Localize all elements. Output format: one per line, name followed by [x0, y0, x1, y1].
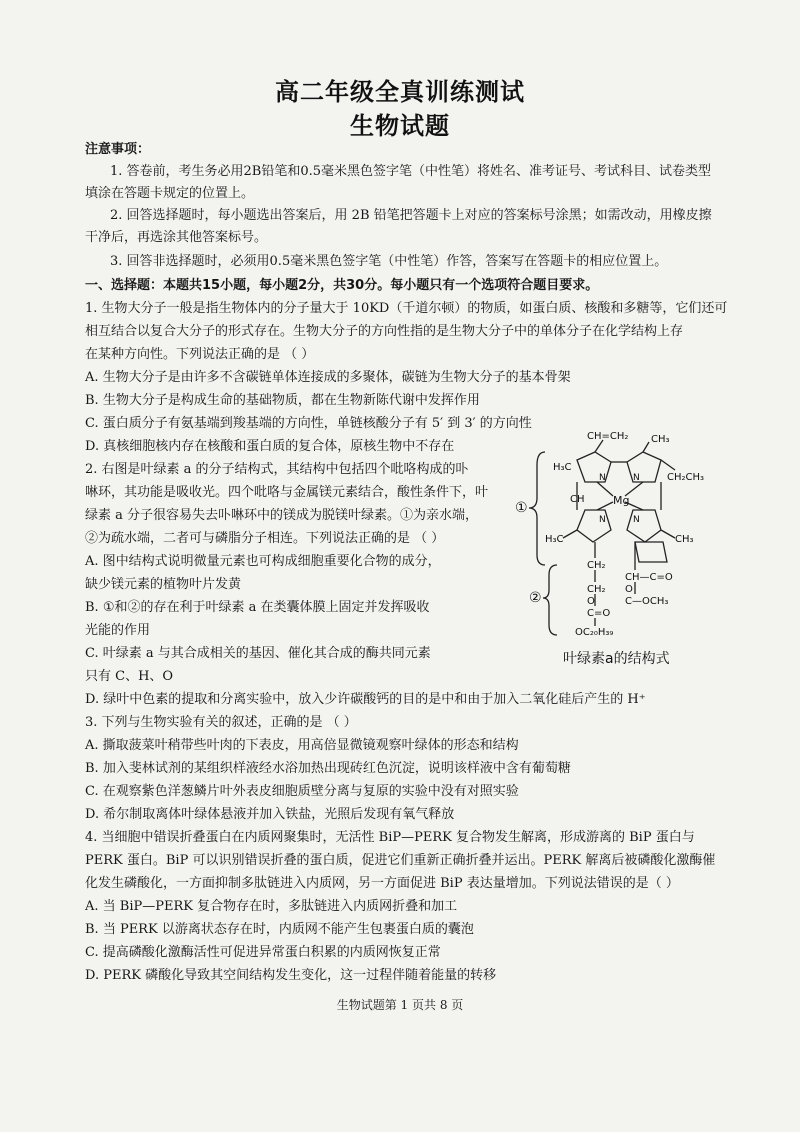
formula-label: OC₂₀H₃₉: [575, 627, 614, 638]
formula-label: O: [587, 596, 595, 607]
notice-line: 1. 答卷前，考生务必用2B铅笔和0.5毫米黑色签字笔（中性笔）将姓名、准考证号、考试科目、试卷类型: [110, 164, 712, 179]
question-3-option-d: D. 希尔制取离体叶绿体悬液并加入铁盐，光照后发现有氧气释放: [85, 807, 455, 822]
formula-label: C=O: [587, 608, 611, 619]
question-3-stem: 3. 下列与生物实验有关的叙述，正确的是 （ ）: [85, 715, 357, 730]
formula-label: CH₃: [651, 434, 670, 445]
question-3-option-c: C. 在观察紫色洋葱鳞片叶外表皮细胞质壁分离与复原的实验中没有对照实验: [85, 784, 519, 799]
formula-label: C—OCH₃: [625, 596, 669, 607]
exam-subtitle: 生物试题: [350, 112, 450, 140]
question-4-option-c: C. 提高磷酸化激酶活性可促进异常蛋白积累的内质网恢复正常: [85, 945, 441, 960]
formula-label: CH₂CH₃: [667, 472, 705, 483]
formula-label: O: [625, 584, 633, 595]
question-1-stem: 相互结合以复合大分子的形式存在。生物大分子的方向性指的是生物大分子中的单体分子在化学结构上存: [85, 324, 684, 339]
formula-label: CH₂: [587, 560, 606, 571]
formula-label: N: [633, 515, 640, 525]
question-4-stem: PERK 蛋白。BiP 可以识别错误折叠的蛋白质，促进它们重新正确折叠并运出。PERK 解离后被磷酸化激酶催: [85, 853, 716, 868]
question-1-option-c: C. 蛋白质分子有氨基端到羧基端的方向性，单链核酸分子有 5′ 到 3′ 的方向性: [85, 416, 532, 431]
question-2-stem: ②为疏水端，二者可与磷脂分子相连。下列说法正确的是 （ ）: [85, 531, 445, 546]
section-heading: 一、选择题：本题共15小题，每小题2分，共30分。每小题只有一个选项符合题目要求。: [85, 278, 599, 293]
notice-line: 3. 回答非选择题时，必须用0.5毫米黑色签字笔（中性笔）作答，答案写在答题卡的相应位置上。: [110, 254, 668, 269]
formula-label: CH₂: [587, 584, 606, 595]
question-2-option-c-cont: 只有 C、H、O: [85, 669, 174, 684]
question-1-stem: 在某种方向性。下列说法正确的是 （ ）: [85, 347, 315, 362]
formula-label: H₃C: [553, 462, 572, 473]
formula-label: N: [599, 515, 606, 525]
formula-label: N: [599, 473, 606, 483]
formula-label: CH₃: [675, 534, 694, 545]
notice-heading: 注意事项：: [85, 142, 151, 157]
chlorophyll-structure-figure: [515, 430, 705, 670]
formula-label: CH: [570, 494, 585, 505]
question-4-option-b: B. 当 PERK 以游离状态存在时，内质网不能产生包裹蛋白质的囊泡: [85, 922, 474, 937]
formula-label: N: [633, 473, 640, 483]
notice-line: 2. 回答选择题时，每小题选出答案后，用 2B 铅笔把答题卡上对应的答案标号涂黑；如需改动，用橡皮擦: [110, 208, 712, 223]
formula-label: CH—C=O: [625, 572, 673, 583]
question-2-option-d: D. 绿叶中色素的提取和分离实验中，放入少许碳酸钙的目的是中和由于加入二氧化硅后产生的 H⁺: [85, 692, 646, 707]
question-2-stem: 2. 右图是叶绿素 a 的分子结构式，其结构中包括四个吡咯构成的卟: [85, 462, 469, 477]
notice-line: 填涂在答题卡规定的位置上。: [85, 186, 255, 201]
question-1-option-b: B. 生物大分子是构成生命的基础物质，都在生物新陈代谢中发挥作用: [85, 393, 480, 408]
formula-label: CH=CH₂: [587, 431, 629, 442]
question-4-option-d: D. PERK 磷酸化导致其空间结构发生变化，这一过程伴随着能量的转移: [85, 968, 497, 983]
chlorophyll-structure-diagram: [515, 430, 705, 645]
question-1-stem: 1. 生物大分子一般是指生物体内的分子量大于 10KD（千道尔顿）的物质，如蛋白质、核酸和多糖等，它们还可: [85, 301, 728, 316]
question-2-stem: 啉环，其功能是吸收光。四个吡咯与金属镁元素结合，酸性条件下，叶: [85, 485, 489, 500]
question-2-option-a: A. 图中结构式说明微量元素也可构成细胞重要化合物的成分，: [85, 554, 441, 569]
question-4-stem: 4. 当细胞中错误折叠蛋白在内质网聚集时，无活性 BiP—PERK 复合物发生解离，形成游离的 BiP 蛋白与: [85, 830, 695, 845]
notice-line: 干净后，再选涂其他答案标号。: [85, 230, 268, 245]
figure-caption: 叶绿素a的结构式: [563, 651, 670, 667]
exam-title: 高二年级全真训练测试: [275, 78, 525, 106]
question-2-stem: 绿素 a 分子很容易失去卟啉环中的镁成为脱镁叶绿素。①为亲水端，: [85, 508, 479, 523]
question-3-option-b: B. 加入斐林试剂的某组织样液经水浴加热出现砖红色沉淀，说明该样液中含有葡萄糖: [85, 761, 571, 776]
question-3-option-a: A. 撕取菠菜叶稍带些叶肉的下表皮，用高倍显微镜观察叶绿体的形态和结构: [85, 738, 519, 753]
hydrophobic-marker: ②: [529, 590, 542, 606]
formula-label: Mg: [613, 494, 630, 507]
question-4-option-a: A. 当 BiP—PERK 复合物存在时，多肽链进入内质网折叠和加工: [85, 899, 458, 914]
question-4-stem: 化发生磷酸化，一方面抑制多肽链进入内质网，另一方面促进 BiP 表达量增加。下列说法错误的是（ ）: [85, 876, 679, 891]
question-1-option-a: A. 生物大分子是由许多不含碳链单体连接成的多聚体，碳链为生物大分子的基本骨架: [85, 370, 571, 385]
hydrophilic-marker: ①: [515, 500, 528, 516]
question-2-option-c: C. 叶绿素 a 与其合成相关的基因、催化其合成的酶共同元素: [85, 646, 431, 661]
page-footer: 生物试题第 1 页共 8 页: [336, 998, 464, 1012]
question-2-option-b-cont: 光能的作用: [85, 623, 151, 638]
question-1-option-d: D. 真核细胞核内存在核酸和蛋白质的复合体，原核生物中不存在: [85, 439, 455, 454]
formula-label: H₃C: [545, 534, 564, 545]
question-2-option-a-cont: 缺少镁元素的植物叶片发黄: [85, 577, 242, 592]
question-2-option-b: B. ①和②的存在利于叶绿素 a 在类囊体膜上固定并发挥吸收: [85, 600, 430, 615]
